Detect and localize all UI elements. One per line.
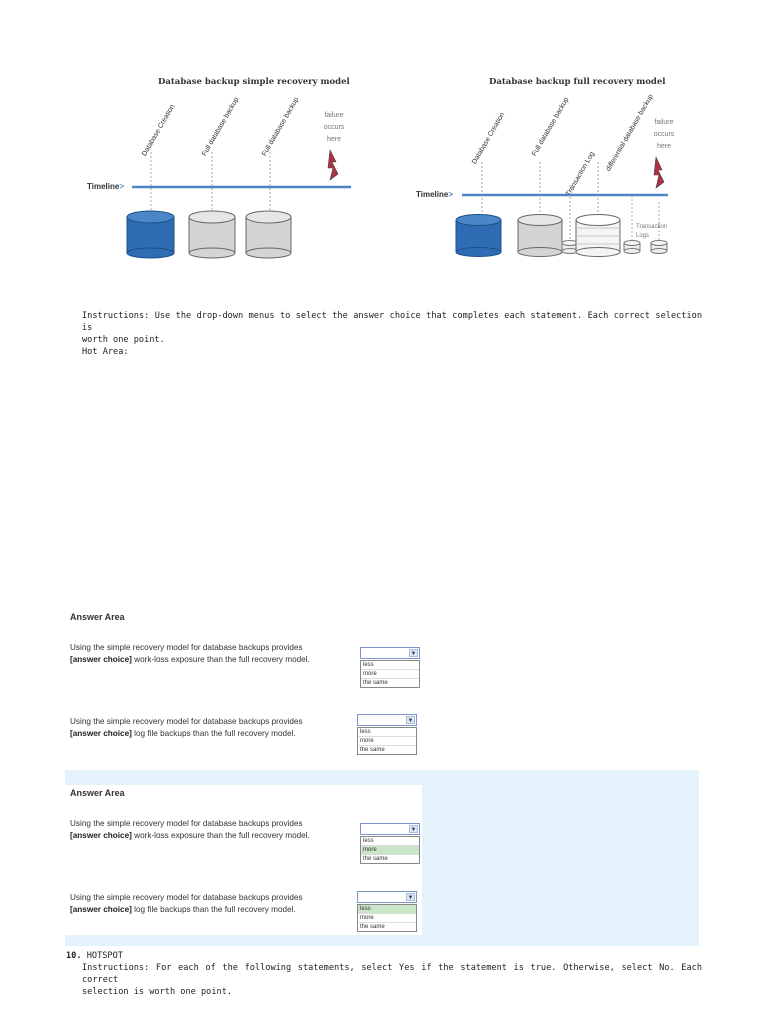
instructions-line-2: worth one point.: [82, 335, 165, 345]
lightning-bolt-icon: [654, 157, 664, 188]
option-more[interactable]: more: [358, 914, 416, 923]
database-striped-icon: [576, 215, 620, 257]
timeline-label-full: Timeline>: [416, 190, 453, 199]
event-label-full-backup: Full database backup: [531, 96, 571, 158]
event-label-full-backup-2: Full database backup: [261, 96, 301, 158]
answer-dropdown-options-2: [357, 904, 417, 932]
answer-dropdown-1[interactable]: [360, 647, 420, 659]
answer-area-title: Answer Area: [70, 788, 125, 798]
lightning-bolt-icon: [328, 150, 338, 180]
database-gray-icon: [518, 215, 562, 257]
event-label-differential-backup: differential database backup: [605, 93, 655, 173]
option-less[interactable]: less: [361, 661, 419, 670]
option-more-selected[interactable]: more: [361, 846, 419, 855]
chevron-down-icon[interactable]: ▼: [407, 718, 414, 724]
answer-dropdown-1[interactable]: [360, 823, 420, 835]
instructions-line-1: Instructions: Use the drop-down menus to select the answer choice that completes each statement. Each correct selection is: [82, 311, 702, 333]
answer-statement-2: Using the simple recovery model for database backups provides [answer choice] log file backups than the full recovery model.: [70, 893, 303, 914]
failure-label-simple: failure occurs here: [323, 112, 345, 143]
chevron-down-icon[interactable]: ▼: [410, 651, 417, 657]
instructions: [82, 310, 702, 358]
answer-dropdown-2[interactable]: [357, 714, 417, 726]
option-the-same[interactable]: the same: [360, 747, 385, 753]
statement-1: Using the simple recovery model for database backups provides [answer choice] work-loss exposure than the full recovery model.: [70, 643, 310, 664]
option-the-same[interactable]: the same: [363, 856, 388, 862]
dropdown-options-1: [360, 660, 420, 688]
event-label-db-creation: Database Creation: [471, 111, 507, 166]
chevron-down-icon[interactable]: ▼: [407, 895, 414, 901]
answer-statement-1: Using the simple recovery model for database backups provides [answer choice] work-loss exposure than the full recovery model.: [70, 819, 310, 840]
question-instructions-line-1: Instructions: For each of the following statements, select Yes if the statement is true. Otherwise, select No. Each correct: [82, 963, 702, 985]
diagram-title-simple: Database backup simple recovery model: [158, 77, 350, 87]
next-question: [66, 950, 702, 998]
answer-dropdown-options-1: [360, 836, 420, 864]
diagram-title-full: Database backup full recovery model: [489, 77, 666, 87]
option-less[interactable]: less: [361, 837, 419, 846]
event-label-transaction-log: Transaction Log: [565, 150, 597, 198]
database-blue-icon: [456, 215, 501, 257]
diagram-full-graphic: [420, 140, 690, 265]
answer-area-title: Answer Area: [70, 612, 125, 622]
event-label-full-backup-1: Full database backup: [201, 96, 241, 158]
dropdown-options-2: [357, 727, 417, 755]
option-more[interactable]: more: [361, 670, 419, 679]
failure-label-full: failure occurs here: [653, 119, 675, 150]
option-less-selected[interactable]: less: [358, 905, 416, 914]
answer-dropdown-2[interactable]: [357, 891, 417, 903]
diagram-simple-graphic: [90, 140, 370, 265]
transaction-logs-label: Transaction Logs: [636, 224, 668, 239]
option-the-same[interactable]: the same: [360, 924, 385, 930]
option-the-same[interactable]: the same: [363, 680, 388, 686]
event-label-db-creation: Database Creation: [141, 103, 177, 158]
timeline-label-simple: Timeline>: [87, 182, 124, 191]
chevron-down-icon[interactable]: ▼: [410, 827, 417, 833]
question-instructions-line-2: selection is worth one point.: [82, 987, 233, 997]
transaction-log-small-icon: [624, 241, 640, 254]
database-gray-icon: [189, 211, 235, 258]
database-blue-icon: [127, 211, 174, 258]
statement-2: Using the simple recovery model for database backups provides [answer choice] log file backups than the full recovery model.: [70, 717, 303, 738]
database-gray-icon: [246, 211, 291, 258]
option-more[interactable]: more: [358, 737, 416, 746]
hot-area-label: Hot Area:: [82, 347, 129, 357]
question-heading: 10. HOTSPOT: [66, 951, 123, 961]
transaction-log-small-icon: [651, 241, 667, 254]
option-less[interactable]: less: [358, 728, 416, 737]
